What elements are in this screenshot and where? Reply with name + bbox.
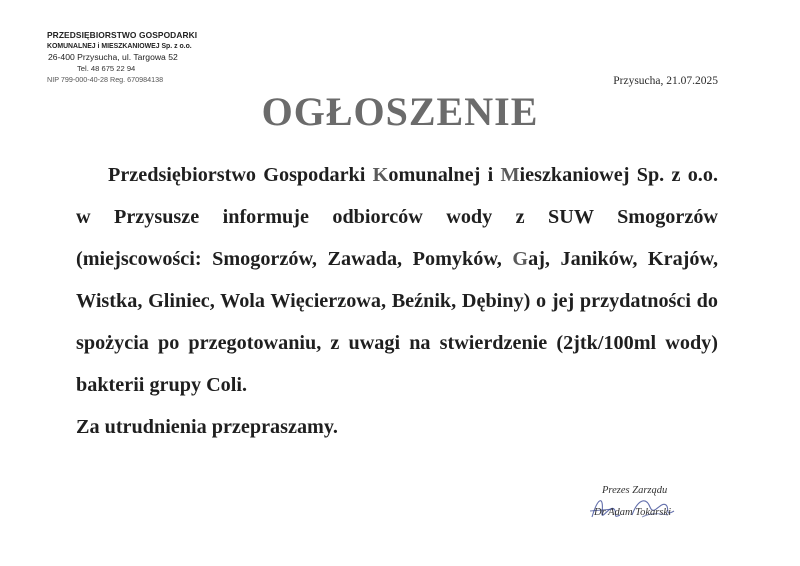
notice-text: omunalnej i [388,164,501,186]
notice-text: Przedsiębiorstwo Gospodarki [108,164,373,186]
notice-paragraph [76,154,718,406]
company-name-line2: KOMUNALNEJ i MIESZKANIOWEJ Sp. z o.o. [47,43,192,50]
notice-body [76,154,718,448]
notice-letter-k: K [372,164,389,186]
place-date: Przysucha, 21.07.2025 [613,75,718,87]
signature-title: Prezes Zarządu [602,485,668,496]
notice-title: OGŁOSZENIE [261,89,539,134]
notice-letter-m: M [500,164,520,186]
notice-letter-g: G [512,248,529,270]
closing-line: Za utrudnienia przepraszamy. [76,416,338,438]
company-registry: NIP 799-000-40-28 Reg. 670984138 [47,75,164,84]
company-phone: Tel. 48 675 22 94 [77,64,136,73]
notice-text: ieszkaniowej Sp. z o.o. w Przysusze informuje odbiorców wody z SUW Smogorzów (miejscowości: Smogorzów, Zawada, Pomyków, [76,164,718,270]
signature-name: Dr Adam Tokarski [594,507,672,518]
company-name-line1: PRZEDSIĘBIORSTWO GOSPODARKI [47,30,198,40]
company-address: 26-400 Przysucha, ul. Targowa 52 [48,52,178,62]
signature-block [592,485,702,525]
company-stamp [47,30,227,85]
notice-text: aj, Janików, Krajów, Wistka, Gliniec, Wola Więcierzowa, Beźnik, Dębiny) o jej przydatności do spożycia po przegotowaniu, z uwagi na stwierdzenie (2jtk/100ml wody) bakterii grupy Coli. [76,248,718,396]
